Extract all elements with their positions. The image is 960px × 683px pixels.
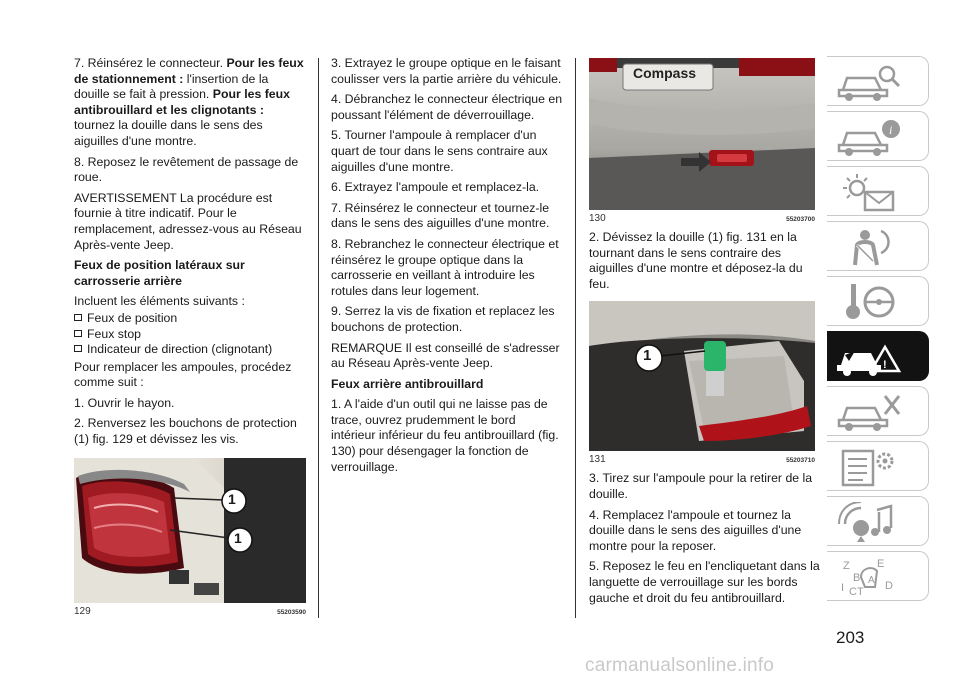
fog-indicator-label: Pour les feux antibrouillard et les clignotants :	[74, 87, 290, 117]
chapter-tab-index[interactable]	[827, 551, 929, 601]
column-divider	[318, 58, 319, 618]
fog-step-2-paragraph: 2. Dévissez la douille (1) fig. 131 en la tournant dans le sens contraire des aiguilles d'une montre et déposez-la du feu.	[589, 230, 803, 291]
section-heading-side-lights: Feux de position latéraux sur carrosserie arrière	[74, 258, 245, 288]
alphabetical-index-icon	[835, 557, 905, 597]
svg-text:C: C	[849, 586, 857, 597]
chapter-sidebar	[827, 56, 929, 606]
car-info-icon	[835, 117, 905, 157]
checkbox-bullet-icon	[74, 314, 82, 321]
car-search-icon	[835, 62, 905, 102]
step-7-paragraph: 7. Réinsérez le connecteur et tournez-le dans le sens des aiguilles d'une montre.	[331, 200, 550, 231]
watermark-link[interactable]: carmanualsonline.info	[585, 655, 775, 676]
step-2-paragraph: 2. Renversez les bouchons de protection (1) fig. 129 et dévissez les vis.	[74, 416, 297, 447]
svg-text:Z: Z	[843, 560, 850, 572]
procedure-intro-paragraph: Pour remplacer les ampoules, procédez comme suit :	[74, 359, 292, 390]
warning-light-mail-icon	[835, 172, 905, 212]
svg-text:D: D	[885, 580, 893, 592]
lights-list	[74, 311, 306, 358]
step-4-paragraph: 4. Débranchez le connecteur électrique en poussant l'élément de déverrouillage.	[331, 92, 563, 122]
step-8-paragraph: 8. Rebranchez le connecteur électrique et réinsérez le groupe optique dans la carrosserie en veillant à introduire les rotules dans leur logement.	[331, 236, 559, 298]
figure-number: 130	[589, 213, 606, 224]
svg-text:A: A	[868, 575, 875, 586]
svg-text:B: B	[853, 572, 861, 584]
step-7-text: 7. Réinsérez le connecteur.	[74, 56, 227, 70]
section-heading-fog-lights: Feux arrière antibrouillard	[331, 376, 484, 391]
svg-text:!: !	[883, 359, 887, 371]
figure-131-image	[589, 301, 815, 451]
svg-text:E: E	[877, 558, 885, 570]
chapter-tab-dashboard[interactable]	[827, 111, 929, 161]
fog-step-5-paragraph: 5. Reposez le feu en l'encliquetant dans la languette de verrouillage sur les bords gauche et droit du feu antibrouillard.	[589, 559, 820, 605]
list-item: Feux stop	[74, 327, 306, 343]
list-item: Indicateur de direction (clignotant)	[74, 342, 306, 358]
car-breakdown-warning-icon	[835, 337, 905, 377]
note-paragraph: REMARQUE Il est conseillé de s'adresser au Réseau Après-vente Jeep.	[331, 340, 560, 371]
step-9-paragraph: 9. Serrez la vis de fixation et replacez les bouchons de protection.	[331, 304, 555, 334]
parking-lights-label: Pour les feux de stationnement :	[74, 56, 304, 86]
step-8-paragraph: 8. Reposez le revêtement de passage de roue.	[74, 154, 299, 185]
column-2	[331, 56, 563, 480]
column-1	[74, 56, 306, 617]
parking-lights-text: l'insertion de la douille se fait à pression.	[74, 71, 269, 102]
svg-text:i: i	[889, 123, 893, 137]
callout-number: 1	[643, 347, 652, 365]
chapter-tab-seatbelts[interactable]	[827, 221, 929, 271]
checkbox-bullet-icon	[74, 330, 82, 337]
figure-130-caption	[589, 210, 815, 224]
chapter-tab-starting-driving[interactable]	[827, 276, 929, 326]
includes-paragraph: Incluent les éléments suivants :	[74, 294, 245, 309]
fog-step-1-paragraph: 1. A l'aide d'un outil qui ne laisse pas de trace, ouvrez prudemment le bord intérieur inférieur du feu antibrouillard (fig. 130) pour désengager la fonction de verrouillage.	[331, 397, 559, 474]
chapter-tab-multimedia[interactable]	[827, 496, 929, 546]
figure-number: 129	[74, 605, 91, 617]
step-5-paragraph: 5. Tourner l'ampoule à remplacer d'un quart de tour dans le sens contraire aux aiguilles d'une montre.	[331, 128, 548, 174]
fog-indicator-text: tournez la douille dans le sens des aiguilles d'une montre.	[74, 118, 263, 148]
seatbelt-airbag-icon	[835, 227, 905, 267]
chapter-tab-getting-to-know[interactable]	[827, 56, 929, 106]
figure-130-image	[589, 58, 815, 210]
figure-131-caption	[589, 451, 815, 465]
figure-129-caption	[74, 603, 306, 617]
callout-number: 1	[228, 490, 236, 507]
figure-code: 55203700	[786, 216, 815, 223]
chapter-tab-technical-specs[interactable]	[827, 441, 929, 491]
step-3-paragraph: 3. Extrayez le groupe optique en le faisant coulisser vers la partie arrière du véhicule.	[331, 56, 562, 86]
car-service-tools-icon	[835, 392, 905, 432]
figure-number: 131	[589, 454, 606, 466]
svg-text:T: T	[857, 586, 864, 597]
fog-step-4-paragraph: 4. Remplacez l'ampoule et tournez la douille dans le sens des aiguilles d'une montre pour la reposer.	[589, 507, 802, 553]
multimedia-icon	[835, 502, 905, 542]
step-1-paragraph: 1. Ouvrir le hayon.	[74, 395, 175, 410]
figure-129-image	[74, 458, 306, 603]
license-plate-text: Compass	[633, 65, 697, 81]
list-item: Feux de position	[74, 311, 306, 327]
column-divider	[575, 58, 576, 618]
step-6-paragraph: 6. Extrayez l'ampoule et remplacez-la.	[331, 180, 540, 195]
driving-controls-icon	[835, 282, 905, 322]
callout-number: 1	[234, 529, 242, 546]
chapter-tab-emergency[interactable]	[827, 331, 929, 381]
specifications-gear-icon	[835, 447, 905, 487]
warning-paragraph: AVERTISSEMENT La procédure est fournie à titre indicatif. Pour le remplacement, adressez-vous au Réseau Après-vente Jeep.	[74, 190, 302, 252]
checkbox-bullet-icon	[74, 345, 82, 352]
column-3	[589, 58, 821, 611]
step-7-paragraph	[74, 56, 306, 150]
svg-text:I: I	[841, 582, 845, 594]
figure-code: 55203710	[786, 457, 815, 465]
fog-step-3-paragraph: 3. Tirez sur l'ampoule pour la retirer de la douille.	[589, 471, 813, 501]
page-number: 203	[836, 628, 865, 647]
chapter-tab-safety[interactable]	[827, 166, 929, 216]
chapter-tab-servicing[interactable]	[827, 386, 929, 436]
figure-code: 55203590	[277, 608, 306, 616]
